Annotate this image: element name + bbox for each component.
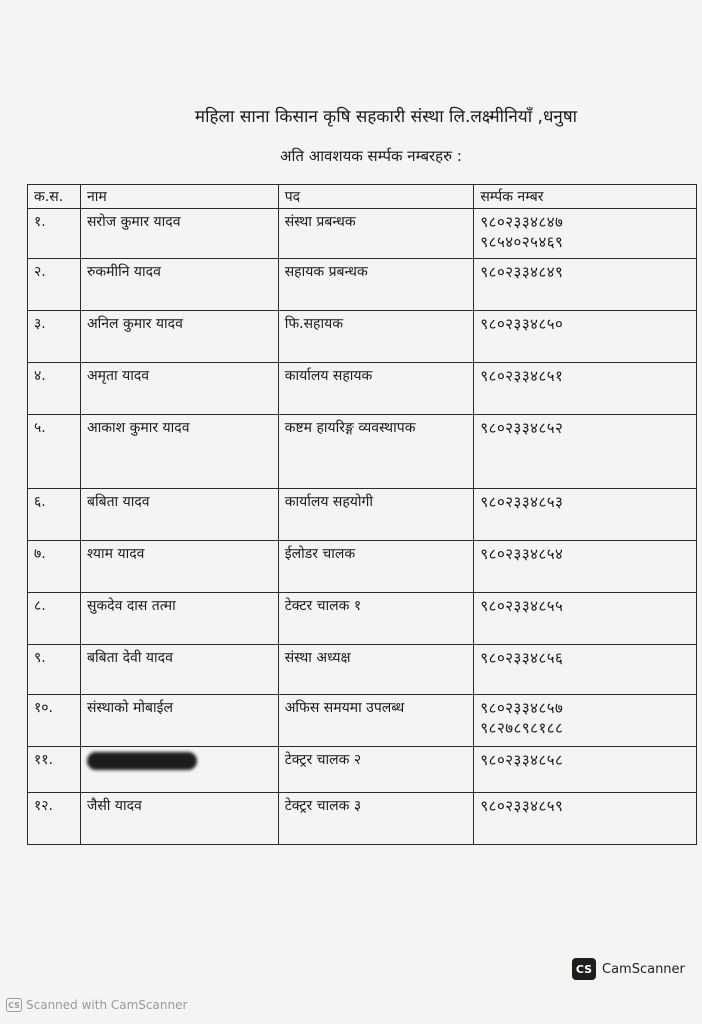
cell-post: संस्था अध्यक्ष	[278, 645, 474, 695]
cell-sn: २.	[28, 259, 81, 311]
phone-number: ९८५४०२५४६९	[480, 233, 564, 251]
cell-name: जैसी यादव	[80, 793, 278, 845]
cell-sn: ११.	[28, 747, 81, 793]
cell-post: ईलोडर चालक	[278, 541, 474, 593]
phone-number: ९८२७८९८१८८	[480, 719, 564, 737]
cell-sn: ६.	[28, 489, 81, 541]
cell-sn: १०.	[28, 695, 81, 747]
cell-phone	[474, 415, 697, 489]
contacts-table	[27, 184, 697, 845]
phone-number: ९८०२३३४८५४	[480, 545, 564, 563]
header-post: पद	[278, 185, 474, 209]
cell-phone	[474, 593, 697, 645]
scanned-with-text: Scanned with CamScanner	[26, 998, 188, 1012]
table-row	[28, 259, 697, 311]
cell-post: कार्यालय सहायक	[278, 363, 474, 415]
phone-number: ९८०२३३४८५९	[480, 797, 564, 815]
cell-phone	[474, 311, 697, 363]
header-phone: सर्म्पक नम्बर	[474, 185, 697, 209]
cell-name: बबिता यादव	[80, 489, 278, 541]
cell-name: अनिल कुमार यादव	[80, 311, 278, 363]
cell-phone	[474, 363, 697, 415]
cell-phone	[474, 209, 697, 259]
cell-post: टेक्ट्रर चालक २	[278, 747, 474, 793]
header-name: नाम	[80, 185, 278, 209]
cell-post: संस्था प्रबन्धक	[278, 209, 474, 259]
cell-name: संस्थाको मोबाईल	[80, 695, 278, 747]
cell-name: बबिता देवी यादव	[80, 645, 278, 695]
camscanner-small-icon: CS	[6, 998, 22, 1012]
table-header-row	[28, 185, 697, 209]
phone-number: ९८०२३३४८५८	[480, 751, 564, 769]
phone-number: ९८०२३३४८५६	[480, 649, 564, 667]
table-row	[28, 311, 697, 363]
cell-post: फि.सहायक	[278, 311, 474, 363]
phone-number: ९८०२३३४८५३	[480, 493, 564, 511]
phone-number: ९८०२३३४८४९	[480, 263, 564, 281]
table-row	[28, 645, 697, 695]
cell-name: सरोज कुमार यादव	[80, 209, 278, 259]
table-row	[28, 363, 697, 415]
phone-number: ९८०२३३४८५२	[480, 419, 564, 437]
table-row	[28, 793, 697, 845]
cell-sn: ३.	[28, 311, 81, 363]
camscanner-logo	[572, 958, 685, 980]
cell-phone	[474, 747, 697, 793]
phone-number: ९८०२३३४८५०	[480, 315, 564, 333]
phone-number: ९८०२३३४८४७	[480, 213, 564, 231]
phone-number: ९८०२३३४८५७	[480, 699, 564, 717]
cell-sn: १२.	[28, 793, 81, 845]
page-subtitle: अति आवशयक सर्म्पक नम्बरहरु :	[280, 147, 462, 165]
cell-sn: ५.	[28, 415, 81, 489]
cell-post: अफिस समयमा उपलब्ध	[278, 695, 474, 747]
redacted-name	[87, 752, 197, 770]
cell-phone	[474, 793, 697, 845]
cell-name: अमृता यादव	[80, 363, 278, 415]
table-row	[28, 415, 697, 489]
camscanner-icon: CS	[572, 958, 596, 980]
table-row	[28, 593, 697, 645]
cell-sn: ९.	[28, 645, 81, 695]
table-row	[28, 747, 697, 793]
table-row	[28, 695, 697, 747]
cell-phone	[474, 645, 697, 695]
cell-post: टेक्टर चालक १	[278, 593, 474, 645]
cell-sn: ७.	[28, 541, 81, 593]
cell-sn: ४.	[28, 363, 81, 415]
cell-post: टेक्ट्रर चालक ३	[278, 793, 474, 845]
cell-phone	[474, 541, 697, 593]
cell-name: आकाश कुमार यादव	[80, 415, 278, 489]
cell-phone	[474, 489, 697, 541]
cell-phone	[474, 259, 697, 311]
camscanner-brand: CamScanner	[602, 961, 685, 977]
cell-post: सहायक प्रबन्धक	[278, 259, 474, 311]
cell-name: सुकदेव दास तत्मा	[80, 593, 278, 645]
cell-sn: १.	[28, 209, 81, 259]
cell-name: श्याम यादव	[80, 541, 278, 593]
table-row	[28, 489, 697, 541]
scanned-with-watermark	[6, 998, 187, 1012]
table-row	[28, 209, 697, 259]
cell-post: कष्टम हायरिङ्ग व्यवस्थापक	[278, 415, 474, 489]
cell-name: रुकमीनि यादव	[80, 259, 278, 311]
cell-phone	[474, 695, 697, 747]
cell-sn: ८.	[28, 593, 81, 645]
phone-number: ९८०२३३४८५१	[480, 367, 564, 385]
table-row	[28, 541, 697, 593]
cell-post: कार्यालय सहयोगी	[278, 489, 474, 541]
header-sn: क.स.	[28, 185, 81, 209]
page-title: महिला साना किसान कृषि सहकारी संस्था लि.लक्ष्मीनियाँ ,धनुषा	[194, 107, 578, 127]
phone-number: ९८०२३३४८५५	[480, 597, 564, 615]
cell-name	[80, 747, 278, 793]
